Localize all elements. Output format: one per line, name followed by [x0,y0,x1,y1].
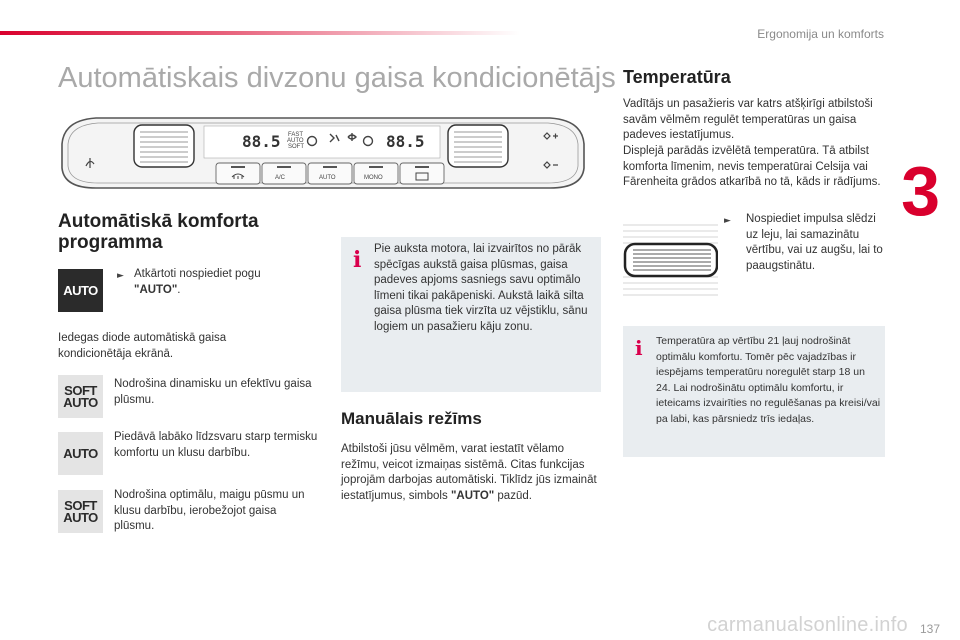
mode-description: Nodrošina optimālu, maigu pūsmu un klusu darbību, ierobežojot gaisa plūsmu. [114,489,305,532]
section-header: Ergonomija un komforts [757,27,884,41]
svg-text:MONO: MONO [364,175,383,181]
temperature-step-text: Nospiediet impulsa slēdzi uz leju, lai samazinātu vērtību, vai uz augšu, lai to paaugstinātu. [746,213,883,272]
info-box-text: Temperatūra ap vērtību 21 ļauj nodrošināt optimālu komfortu. Tomēr pēc vajadzības ir iespējams temperatūru noregulēt starp 18 un 24. Lai nodrošinātu optimālu komfortu, ir ieteicams izvairīties no regulēšanas pa kreisi/vai pa labi, kas pārsniedz trīs iedaļas. [656,335,881,425]
info-icon: i [635,336,643,360]
soft-auto-mode-icon: SOFT AUTO [58,490,103,533]
header-accent-bar [0,31,520,35]
diode-text: Iedegas diode automātiskā gaisa kondicionētāja ekrānā. [58,332,227,360]
climate-control-panel-illustration [56,114,590,192]
auto-mode-icon: AUTO [58,432,103,475]
temperature-paragraph: Displejā parādās izvēlētā temperatūra. Tā atbilst komforta līmenim, nevis temperatūrai Celsija vai Fārenheita grādos atkarībā no tā, kāds ir rādījums. [623,145,881,188]
auto-button-icon: AUTO [58,269,103,312]
right-temperature-switch [448,125,508,167]
info-box-temperature [623,326,885,457]
svg-text:88.5: 88.5 [386,132,425,151]
svg-text:FAST: FAST [288,132,304,138]
temperature-paragraph: Vadītājs un pasažieris var katrs atšķirīgi atbilstoši savām vēlmēm regulēt temperatūras un gaisa padeves iestatījumus. [623,98,873,141]
svg-text:88.5: 88.5 [242,132,281,151]
mode-description: Nodrošina dinamisku un efektīvu gaisa plūsmu. [114,378,312,406]
soft-auto-mode-icon: SOFT AUTO [58,375,103,418]
svg-text:AUTO: AUTO [287,138,304,144]
left-temperature-switch [134,125,194,167]
bullet-arrow-icon: ► [117,271,124,281]
temperature-heading: Temperatūra [623,67,731,87]
chapter-number: 3 [901,152,940,230]
page-title: Automātiskais divzonu gaisa kondicionētājs [58,62,616,94]
info-box-cold-engine [341,237,601,392]
bullet-arrow-icon: ► [724,216,731,226]
svg-text:SOFT: SOFT [288,144,304,150]
manual-mode-text: Atbilstoši jūsu vēlmēm, varat iestatīt vēlamo režīmu, veicot izmaiņas sistēmā. Citas funkcijas joprojām darbojas automātiski. Tiklīdz jūs izmaināt iestatījumus, simbols "AUTO" pazūd. [341,443,597,502]
info-box-text: Pie auksta motora, lai izvairītos no pārāk spēcīgas aukstā gaisa plūsmas, gaisa padeves apjoms sasniegs savu optimālo līmeni tikai pakāpeniski. Aukstā laikā silta gaisa plūsma tiek virzīta uz vējstiklu, sānu logiem un pasažieru kāju zonu. [374,243,588,333]
svg-text:A/C: A/C [275,175,286,181]
mode-description: Piedāvā labāko līdzsvaru starp termisku komfortu un klusu darbību. [114,431,318,459]
auto-step-text: Atkārtoti nospiediet pogu "AUTO". [134,268,261,296]
temperature-switch-illustration [623,222,718,298]
comfort-program-heading: Automātiskā komforta programma [58,211,259,253]
page-number: 137 [919,622,940,636]
svg-text:AUTO: AUTO [319,175,336,181]
info-icon: i [353,247,362,273]
manual-mode-heading: Manuālais režīms [341,409,482,428]
watermark: carmanualsonline.info [707,614,908,636]
